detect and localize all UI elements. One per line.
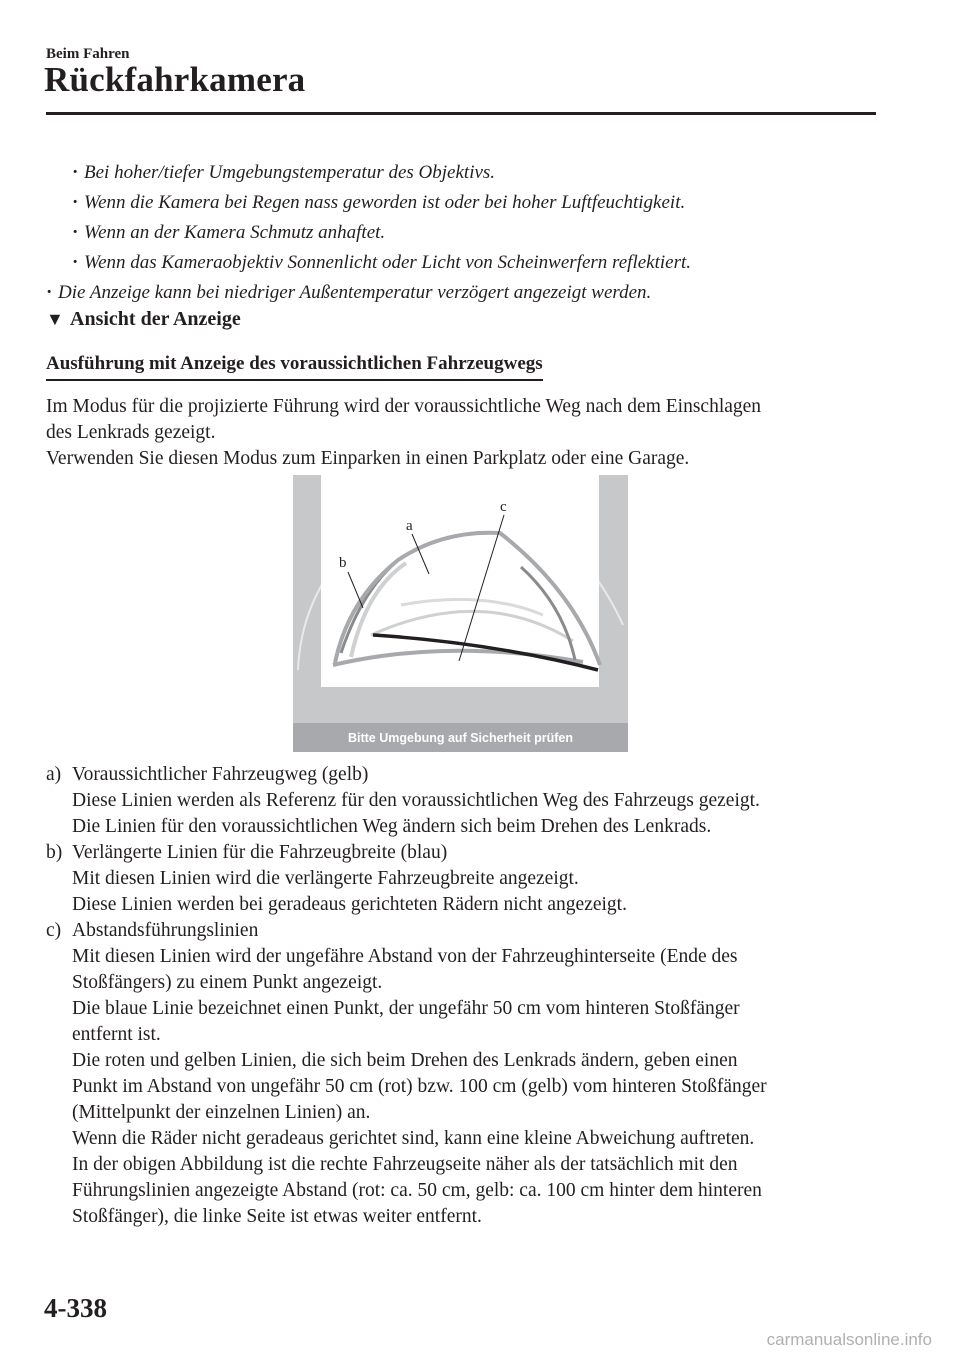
triangle-down-icon: ▼ — [46, 309, 64, 329]
legend-line: Mit diesen Linien wird die verlängerte Fahrzeugbreite angezeigt. — [72, 868, 579, 889]
legend-line: entfernt ist. — [72, 1024, 161, 1045]
intro-line: Im Modus für die projizierte Führung wird der voraussichtliche Weg nach dem Einschlagen — [46, 396, 762, 417]
legend-item-c — [46, 918, 896, 1230]
legend-key: c) — [46, 920, 62, 941]
bullet-dot-icon: · — [72, 252, 79, 273]
bullet-dot-icon: · — [46, 282, 53, 303]
bullet-item — [46, 190, 886, 220]
bullet-dot-icon: · — [72, 192, 79, 213]
bullet-list — [46, 160, 886, 310]
bullet-item — [46, 160, 886, 190]
intro-paragraph — [46, 394, 886, 472]
legend-title: Voraussichtlicher Fahrzeugweg (gelb) — [72, 764, 369, 785]
legend-title: Verlängerte Linien für die Fahrzeugbreite (blau) — [72, 842, 448, 863]
bullet-text: Die Anzeige kann bei niedriger Außentemperatur verzögert angezeigt werden. — [58, 282, 652, 303]
legend-line: Die blaue Linie bezeichnet einen Punkt, der ungefähr 50 cm vom hinteren Stoßfänger — [72, 998, 740, 1019]
figure-label-b: b — [339, 555, 347, 571]
section-label: Beim Fahren — [46, 46, 130, 62]
legend-line: Diese Linien werden bei geradeaus gerichteten Rädern nicht angezeigt. — [72, 894, 627, 915]
bullet-text: Wenn an der Kamera Schmutz anhaftet. — [84, 222, 386, 243]
legend-line: Diese Linien werden als Referenz für den voraussichtlichen Weg des Fahrzeugs gezeigt. — [72, 790, 760, 811]
legend-title: Abstandsführungslinien — [72, 920, 259, 941]
legend-line: (Mittelpunkt der einzelnen Linien) an. — [72, 1102, 371, 1123]
legend-line: Stoßfängers) zu einem Punkt angezeigt. — [72, 972, 383, 993]
legend-item-b — [46, 840, 896, 918]
section-heading-text: Ansicht der Anzeige — [70, 308, 241, 330]
legend-line: Führungslinien angezeigte Abstand (rot: ca. 50 cm, gelb: ca. 100 cm hinter dem hinteren — [72, 1180, 762, 1201]
legend-item-a — [46, 762, 896, 840]
warning-banner-text: Bitte Umgebung auf Sicherheit prüfen — [347, 731, 574, 745]
figure-label-c: c — [500, 499, 507, 515]
legend-key: a) — [46, 764, 62, 785]
legend-line: In der obigen Abbildung ist die rechte Fahrzeugseite näher als der tatsächlich mit den — [72, 1154, 738, 1175]
section-heading — [46, 308, 241, 331]
bullet-text: Wenn das Kameraobjektiv Sonnenlicht oder Licht von Scheinwerfern reflektiert. — [84, 252, 691, 273]
bullet-dot-icon: · — [72, 162, 79, 183]
bullet-text: Bei hoher/tiefer Umgebungstemperatur des Objektivs. — [84, 162, 496, 183]
legend-line: Mit diesen Linien wird der ungefähre Abstand von der Fahrzeughinterseite (Ende des — [72, 946, 738, 967]
legend-list — [46, 762, 896, 1230]
camera-view-illustration — [293, 475, 628, 752]
page-title: Rückfahrkamera — [44, 60, 306, 99]
bullet-text: Wenn die Kamera bei Regen nass geworden ist oder bei hoher Luftfeuchtigkeit. — [84, 192, 686, 213]
intro-line: des Lenkrads gezeigt. — [46, 422, 216, 443]
legend-line: Die Linien für den voraussichtlichen Weg ändern sich beim Drehen des Lenkrads. — [72, 816, 712, 837]
legend-line: Stoßfänger), die linke Seite ist etwas weiter entfernt. — [72, 1206, 482, 1227]
title-rule — [46, 112, 876, 115]
figure-label-a: a — [406, 518, 413, 534]
bullet-dot-icon: · — [72, 222, 79, 243]
bullet-item — [46, 220, 886, 250]
legend-key: b) — [46, 842, 63, 863]
intro-line: Verwenden Sie diesen Modus zum Einparken in einen Parkplatz oder eine Garage. — [46, 448, 690, 469]
legend-line: Wenn die Räder nicht geradeaus gerichtet sind, kann eine kleine Abweichung auftreten. — [72, 1128, 755, 1149]
legend-line: Punkt im Abstand von ungefähr 50 cm (rot) bzw. 100 cm (gelb) vom hinteren Stoßfänger — [72, 1076, 767, 1097]
bullet-item — [46, 250, 886, 280]
subheading: Ausführung mit Anzeige des voraussichtlichen Fahrzeugwegs — [46, 352, 543, 381]
legend-line: Die roten und gelben Linien, die sich beim Drehen des Lenkrads ändern, geben einen — [72, 1050, 738, 1071]
page-number: 4-338 — [44, 1293, 107, 1323]
camera-view-area — [321, 475, 599, 687]
watermark-link[interactable]: carmanualsonline.info — [766, 1330, 932, 1349]
bullet-item — [46, 280, 886, 310]
